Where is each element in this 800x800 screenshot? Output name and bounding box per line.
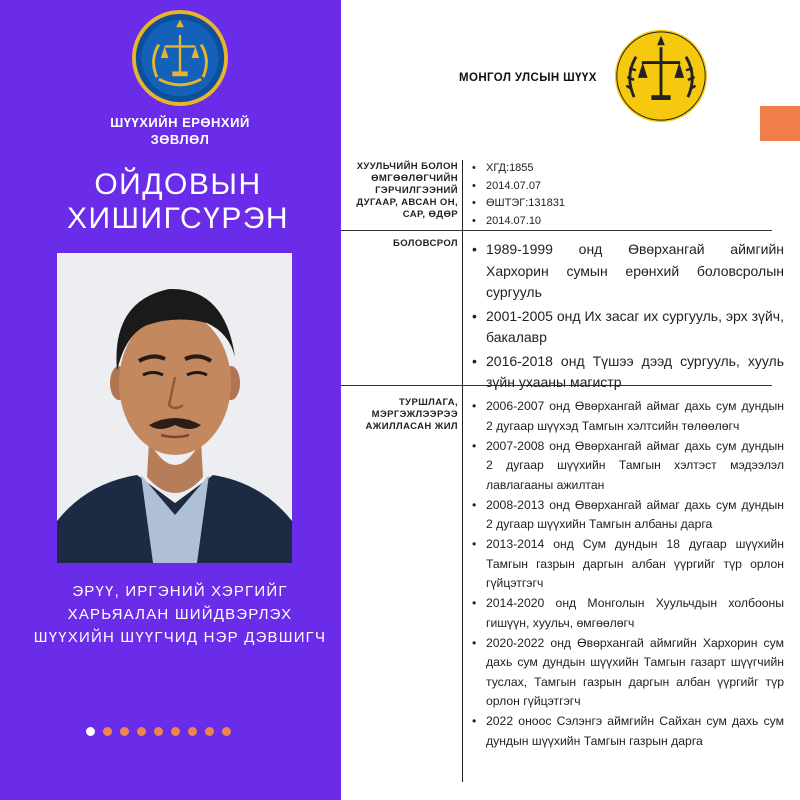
candidate-surname: ОЙДОВЫН [94, 168, 262, 201]
list-item: • 2014.07.07 [470, 178, 770, 196]
list-item: • 2016-2018 онд Түшээ дээд сургууль, хууль зүйн ухааны магистр [470, 351, 784, 394]
list-item: • 2014.07.10 [470, 213, 770, 231]
row-label-line: САР, ӨДӨР [402, 209, 458, 220]
row-label-line: ГЭРЧИЛГЭЭНИЙ [375, 185, 458, 196]
row-label-certificate [356, 161, 458, 221]
list-item: • ӨШТЭГ:131831 [470, 195, 770, 213]
carousel-dot[interactable] [120, 727, 129, 736]
carousel-dot-active[interactable] [86, 727, 95, 736]
council-name [95, 114, 265, 148]
row-label-line: БОЛОВСРОЛ [392, 238, 458, 249]
left-panel [0, 0, 341, 800]
certificate-list [470, 160, 770, 230]
list-item: • ХГД:1855 [470, 160, 770, 178]
row-label-education [393, 238, 458, 250]
row-label-line: АЖИЛЛАСАН ЖИЛ [365, 421, 458, 432]
carousel-dot[interactable] [171, 727, 180, 736]
council-name-line: ШҮҮХИЙН ЕРӨНХИЙ [110, 115, 250, 130]
council-name-line: ЗӨВЛӨЛ [150, 132, 210, 147]
carousel-dot[interactable] [137, 727, 146, 736]
carousel-dots [86, 727, 231, 737]
court-emblem-icon [613, 28, 709, 124]
row-label-line: ТУРШЛАГА, [398, 397, 458, 408]
carousel-dot[interactable] [154, 727, 163, 736]
table-column-divider [462, 160, 463, 782]
list-item: • 2014-2020 онд Монголын Хуульчдын холбооны гишүүн, хуульч, өмгөөлөгч [470, 594, 784, 633]
carousel-dot[interactable] [222, 727, 231, 736]
list-item: • 2008-2013 онд Өвөрхангай аймаг дахь сум дундын 2 дугаар шүүхийн Тамгын албаны дарга [470, 496, 784, 535]
candidate-photo [57, 253, 292, 563]
accent-block [760, 106, 800, 141]
candidate-name [40, 168, 316, 236]
list-item: • 2006-2007 онд Өвөрхангай аймаг дахь сум дундын 2 дугаар шүүхэд Тамгын хэлтсийн төлөөлөгч [470, 397, 784, 436]
candidate-given-name: ХИШИГСҮРЭН [66, 202, 290, 235]
list-item: • 2013-2014 онд Сум дундын 18 дугаар шүүхийн Тамгын газрын даргын албан үүргийг түр орлон гүйцэтгэгч [470, 535, 784, 594]
carousel-dot[interactable] [103, 727, 112, 736]
carousel-dot[interactable] [205, 727, 214, 736]
nomination-line: ШҮҮХИЙН ШҮҮГЧИД НЭР ДЭВШИГЧ [33, 629, 327, 646]
row-label-line: МЭРГЭЖЛЭЭРЭЭ [371, 409, 458, 420]
list-item: • 1989-1999 онд Өвөрхангай аймгийн Хархорин сумын ерөнхий боловсролын сургууль [470, 239, 784, 304]
list-item: • 2022 оноос Сэлэнгэ аймгийн Сайхан сум дахь сум дундын шүүхийн Тамгын газрын дарга [470, 712, 784, 751]
carousel-dot[interactable] [188, 727, 197, 736]
list-item: • 2001-2005 онд Их засаг их сургууль, эрх зүйч, бакалавр [470, 306, 784, 349]
nomination-title [30, 580, 330, 649]
row-label-line: ДУГААР, АВСАН ОН, [356, 197, 458, 208]
judicial-council-emblem-icon [132, 10, 228, 106]
experience-list [470, 397, 784, 752]
table-row-divider [341, 230, 772, 231]
row-label-line: ӨМГӨӨЛӨГЧИЙН [371, 173, 458, 184]
row-label-experience [366, 397, 459, 433]
list-item: • 2020-2022 онд Өвөрхангай аймгийн Хархорин сум дахь сум дундын шүүхийн Тамгын газарт шүүгчийн туслах, Тамгын газрын даргын албан үүргийг түр орлон гүйцэтгэгч [470, 634, 784, 712]
row-label-line: ХУУЛЬЧИЙН БОЛОН [356, 161, 458, 172]
nomination-line: ЭРҮҮ, ИРГЭНИЙ ХЭРГИЙГ [72, 583, 288, 600]
list-item: • 2007-2008 онд Өвөрхангай аймаг дахь сум дундын 2 дугаар шүүхийн Тамгын хэлтэст мэдээлэл лавлагааны ажилтан [470, 437, 784, 496]
nomination-line: ХАРЬЯАЛАН ШИЙДВЭРЛЭХ [67, 606, 293, 623]
court-name: МОНГОЛ УЛСЫН ШҮҮХ [459, 72, 597, 84]
education-list [470, 239, 784, 396]
